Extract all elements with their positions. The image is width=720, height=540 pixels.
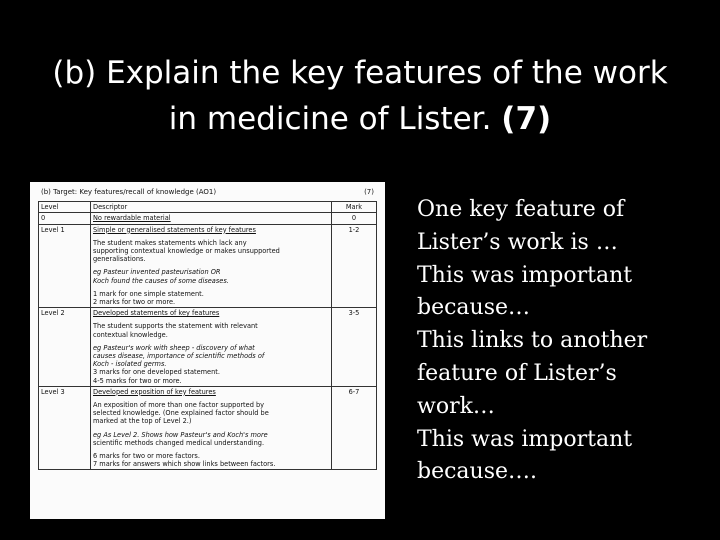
descriptor-line: Koch - isolated germs. xyxy=(93,360,167,369)
mark-scheme-total: (7) xyxy=(364,188,374,196)
mark-scheme-scan xyxy=(30,182,385,519)
descriptor-cell xyxy=(91,213,332,223)
answer-line: This links to another xyxy=(417,328,648,354)
answer-line: because… xyxy=(417,295,531,321)
answer-line: work… xyxy=(417,393,495,419)
header-level: Level xyxy=(39,202,91,212)
descriptor-line: The student supports the statement with relevant xyxy=(93,322,258,331)
descriptor-cell xyxy=(91,225,332,308)
mark-cell: 6-7 xyxy=(348,387,360,396)
mark-cell: 3-5 xyxy=(348,309,360,318)
descriptor-line: The student makes statements which lack any xyxy=(93,238,247,247)
descriptor-line: 4-5 marks for two or more. xyxy=(93,376,182,385)
answer-line: because…. xyxy=(417,459,538,485)
descriptor-line: 6 marks for two or more factors. xyxy=(93,452,200,461)
answer-frame xyxy=(417,194,707,489)
level-cell: Level 2 xyxy=(39,308,91,386)
descriptor-line: generalisations. xyxy=(93,255,146,264)
title-marks: (7) xyxy=(501,101,552,137)
table-row xyxy=(39,387,376,470)
descriptor-cell xyxy=(91,308,332,386)
descriptor-cell xyxy=(91,387,332,470)
answer-line: This was important xyxy=(417,426,633,452)
mark-scheme-header xyxy=(41,188,374,196)
header-mark: Mark xyxy=(345,203,363,212)
descriptor-line: No rewardable material xyxy=(93,214,171,223)
mark-scheme-target: (b) Target: Key features/recall of knowledge (AO1) xyxy=(41,188,217,196)
answer-line: This was important xyxy=(417,262,633,288)
descriptor-line: An exposition of more than one factor supported by xyxy=(93,401,265,410)
answer-line: One key feature of xyxy=(417,197,625,222)
mark-cell: 0 xyxy=(351,214,357,223)
descriptor-line: eg As Level 2. Shows how Pasteur's and Koch's more xyxy=(93,430,268,439)
descriptor-line: 3 marks for one developed statement. xyxy=(93,368,220,377)
descriptor-line: Developed exposition of key features xyxy=(93,387,216,396)
table-row xyxy=(39,213,376,224)
level-cell: 0 xyxy=(39,213,91,223)
descriptor-line: eg Pasteur's work with sheep - discovery of what xyxy=(93,343,255,352)
descriptor-line: 7 marks for answers which show links between factors. xyxy=(93,460,276,469)
table-header-row xyxy=(39,202,376,213)
title-text: (b) Explain the key features of the work in medicine of Lister. xyxy=(52,55,668,137)
descriptor-line: Developed statements of key features xyxy=(93,309,220,318)
descriptor-line: scientific methods changed medical understanding. xyxy=(93,438,265,447)
level-cell: Level 3 xyxy=(39,387,91,470)
descriptor-line: Simple or generalised statements of key features xyxy=(93,225,256,234)
descriptor-line: 2 marks for two or more. xyxy=(93,298,176,307)
slide-title xyxy=(40,50,680,142)
descriptor-line: contextual knowledge. xyxy=(93,330,168,339)
mark-scheme-table xyxy=(38,201,377,470)
level-cell: Level 1 xyxy=(39,225,91,308)
table-row xyxy=(39,225,376,309)
header-descriptor: Descriptor xyxy=(91,202,332,212)
descriptor-line: selected knowledge. (One explained factor should be xyxy=(93,409,269,418)
descriptor-line: 1 mark for one simple statement. xyxy=(93,289,204,298)
descriptor-line: eg Pasteur invented pasteurisation OR xyxy=(93,268,221,277)
answer-line: feature of Lister’s xyxy=(417,360,617,386)
descriptor-line: Koch found the causes of some diseases. xyxy=(93,276,229,285)
descriptor-line: causes disease, importance of scientific methods of xyxy=(93,352,265,361)
descriptor-line: supporting contextual knowledge or makes unsupported xyxy=(93,247,280,256)
mark-cell: 1-2 xyxy=(348,225,360,234)
descriptor-line: marked at the top of Level 2.) xyxy=(93,417,192,426)
table-row xyxy=(39,308,376,387)
answer-line: Lister’s work is … xyxy=(417,229,618,255)
